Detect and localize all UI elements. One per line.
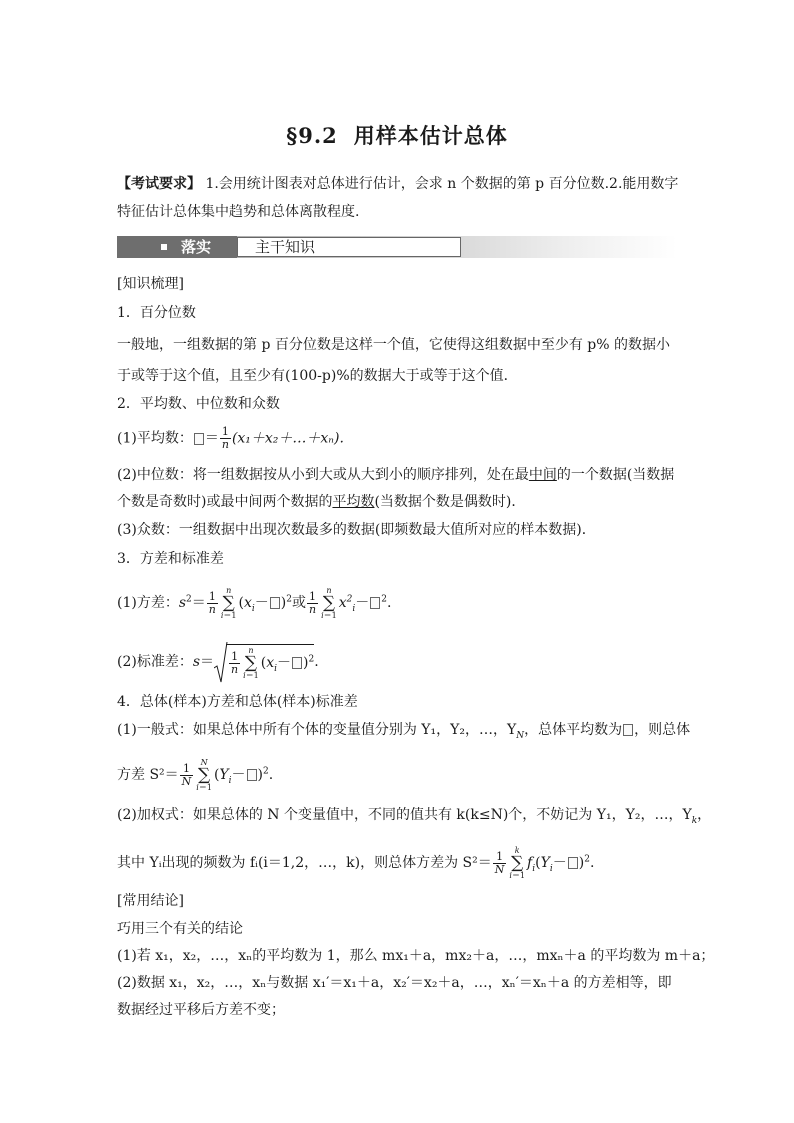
s1-heading: 1．百分位数 (117, 305, 196, 321)
fraction: $\frac{1}{n}$ (221, 425, 229, 451)
s4-weighted-formula: 其中 Yᵢ出现的频数为 fᵢ(i＝1,2，…，k)，则总体方差为 S²＝ $\frac{1}{N}$ k ∑ $i=1f_i(Y_i- )^2$. (117, 846, 595, 880)
s4-weighted: (2)加权式：如果总体的 N 个变量值中，不同的值共有 k(k≤N)个，不妨记为 Y₁，Y₂，…，$Y_k$， (117, 807, 712, 826)
s4-general-formula: 方差 S²＝ $\frac{1}{N}$ N ∑ $i=1(Y_i- )^2$. (117, 758, 274, 792)
section-banner (117, 236, 677, 258)
mean-formula: (1)平均数： ＝ $\frac{1}{n}$ (x₁＋x₂＋…＋xₙ). (117, 425, 344, 451)
s4-heading: 4．总体(样本)方差和总体(样本)标准差 (117, 694, 358, 710)
std-formula: (2)标准差：s＝ $\frac{1}{n}$ n ∑ $i=1(x_i- )^2$. (117, 644, 319, 680)
section-number: §9.2 (286, 123, 338, 148)
square-bullet-icon (161, 244, 167, 250)
title-text: 用样本估计总体 (353, 123, 508, 148)
sigma-icon: n ∑ i＝1 (220, 586, 237, 620)
exam-requirements (117, 170, 679, 226)
s2-heading: 2．平均数、中位数和众数 (117, 396, 280, 412)
s4-general: (1)一般式：如果总体中所有个体的变量值分别为 Y₁，Y₂，…，$Y_N$，总体平均数为 ，则总体 (117, 722, 691, 741)
requirements-label: 【考试要求】 (117, 176, 201, 192)
y-bar-symbol (623, 724, 633, 736)
variance-formula: (1)方差：$s^2=$ $\frac{1}{n}$ n ∑ $i=1(x_i- )^2$或 $\frac{1}{n}$ n ∑ $i=1x^2_i- ^2$. (117, 586, 392, 620)
sigma-icon: k ∑ i＝1 (509, 846, 526, 880)
page-title (0, 120, 794, 150)
x-bar-symbol (194, 433, 204, 445)
sigma-icon: N ∑ i＝1 (196, 758, 212, 792)
conclusion-2b: 数据经过平移后方差不变； (117, 1002, 285, 1018)
s3-heading: 3．方差和标准差 (117, 551, 224, 567)
sigma-icon: n ∑ i＝1 (321, 586, 337, 620)
conclusions-intro: 巧用三个有关的结论 (117, 921, 243, 937)
knowledge-label: [知识梳理] (117, 276, 184, 292)
banner-tag: 落实 (181, 238, 212, 256)
s1-text: 一般地，一组数据的第 p 百分位数是这样一个值，它使得这组数据中至少有 p% 的数据小于或等于这个值，且至少有(100-p)%的数据大于或等于这个值． (117, 337, 671, 384)
banner-title: 主干知识 (255, 238, 316, 256)
sqrt-icon: $\frac{1}{n}$ n ∑ $i=1(x_i- )^2$ (214, 644, 314, 680)
requirements-text: 1.会用统计图表对总体进行估计，会求 n 个数据的第 p 百分位数.2.能用数字特征估计总体集中趋势和总体离散程度. (117, 176, 679, 220)
conclusion-2a: (2)数据 x₁，x₂，…，xₙ与数据 x₁′＝x₁＋a，x₂′＝x₂＋a，…，xₙ′＝xₙ＋a 的方差相等，即 (117, 975, 672, 991)
conclusions-label: [常用结论] (117, 893, 184, 909)
conclusion-1: (1)若 x₁，x₂，…，xₙ的平均数为 1，那么 mx₁＋a，mx₂＋a，…，mxₙ＋a 的平均数为 m＋a； (117, 948, 715, 964)
s2-mode: (3)众数：一组数据中出现次数最多的数据(即频数最大值所对应的样本数据)． (117, 522, 596, 538)
s2-median: (2)中位数：将一组数据按从小到大或从大到小的顺序排列，处在最中间的一个数据(当数据个数是奇数时)或最中间两个数据的平均数(当数据个数是偶数时)． (117, 467, 675, 510)
